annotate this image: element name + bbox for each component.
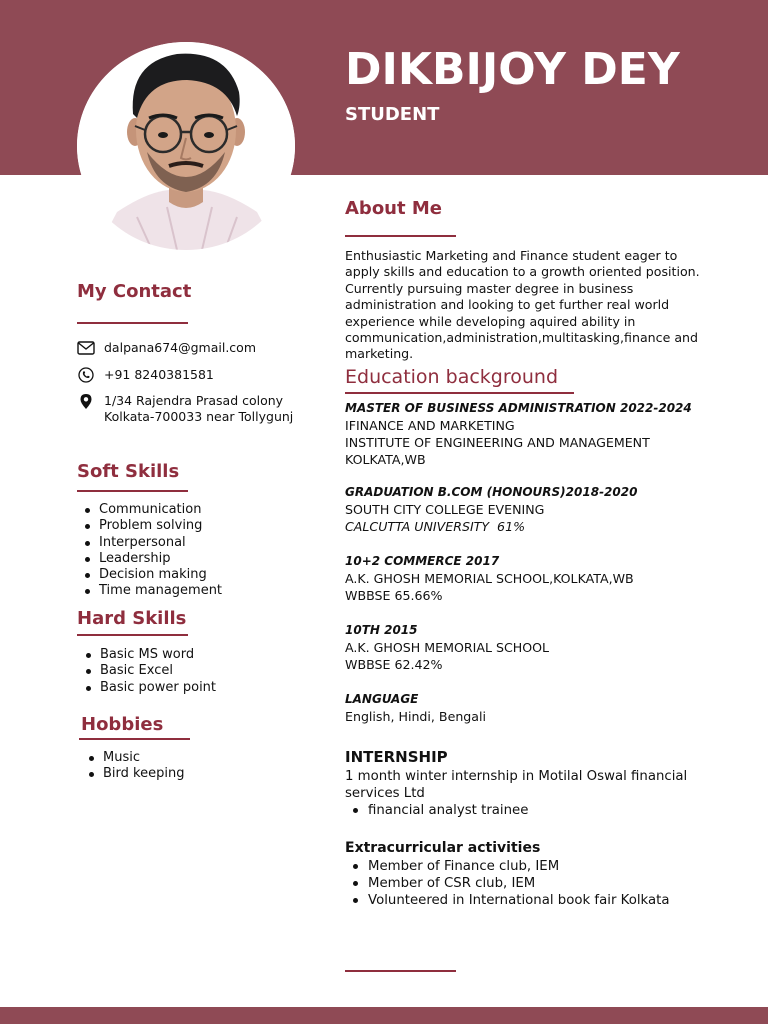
education-heading: Education background: [345, 366, 559, 388]
list-item: Decision making: [77, 567, 222, 583]
education-entry-line: KOLKATA,WB: [345, 452, 426, 467]
footer-band: [0, 1007, 768, 1024]
bottom-rule: [345, 970, 456, 972]
education-entry-line: CALCUTTA UNIVERSITY 61%: [345, 519, 526, 534]
contact-phone[interactable]: +91 8240381581: [104, 367, 214, 382]
education-entry-line: WBBSE 65.66%: [345, 588, 443, 603]
contact-address-row: [77, 393, 293, 426]
soft-skills-list: [77, 502, 222, 600]
hobbies-rule: [79, 738, 190, 740]
education-entry-line: WBBSE 62.42%: [345, 657, 443, 672]
extracurricular-list: [345, 858, 670, 910]
hard-skills-heading: Hard Skills: [77, 608, 187, 629]
list-item: Communication: [77, 502, 222, 518]
list-item: Interpersonal: [77, 535, 222, 551]
education-rule: [345, 392, 574, 394]
list-item: Basic power point: [78, 680, 216, 696]
education-entry: [345, 622, 745, 673]
language-entry: [345, 691, 745, 725]
list-item: Member of Finance club, IEM: [345, 858, 670, 875]
education-entry-heading: 10+2 COMMERCE 2017: [345, 554, 500, 568]
language-heading: LANGUAGE: [345, 692, 419, 706]
address-line-1: 1/34 Rajendra Prasad colony: [104, 393, 284, 408]
education-entry-line: A.K. GHOSH MEMORIAL SCHOOL,KOLKATA,WB: [345, 571, 634, 586]
mail-icon: [77, 340, 95, 356]
hobbies-list: [81, 750, 184, 783]
contact-rule: [77, 322, 188, 324]
list-item: Member of CSR club, IEM: [345, 875, 670, 892]
location-pin-icon: [77, 393, 95, 409]
list-item: Problem solving: [77, 518, 222, 534]
hobbies-heading: Hobbies: [81, 714, 164, 735]
list-item: Music: [81, 750, 184, 766]
education-entry: [345, 553, 745, 604]
hard-skills-list: [78, 647, 216, 696]
language-line: English, Hindi, Bengali: [345, 709, 487, 724]
education-entry: [345, 400, 745, 468]
list-item: Basic Excel: [78, 663, 216, 679]
internship-list: [345, 802, 528, 819]
about-rule: [345, 235, 456, 237]
education-entry-line: IFINANCE AND MARKETING: [345, 418, 515, 433]
education-entry-heading: 10TH 2015: [345, 623, 418, 637]
phone-icon: [77, 367, 95, 383]
soft-skills-heading: Soft Skills: [77, 461, 180, 482]
soft-skills-rule: [77, 490, 188, 492]
internship-text: 1 month winter internship in Motilal Oswal financial services Ltd: [345, 769, 688, 801]
education-entry-line: A.K. GHOSH MEMORIAL SCHOOL: [345, 640, 550, 655]
education-entry-line: SOUTH CITY COLLEGE EVENING: [345, 502, 545, 517]
profile-photo: [77, 42, 295, 250]
education-entry-heading: GRADUATION B.COM (HONOURS)2018-2020: [345, 485, 638, 499]
about-text: Enthusiastic Marketing and Finance student eager to apply skills and education to a growth oriented position. Currently pursuing master degree in business administration and looking to get further real world experience while developing aquired ability in communication,administration,multitasking,finance and marketing.: [345, 248, 700, 362]
contact-address: [104, 393, 293, 426]
hard-skills-rule: [77, 634, 188, 636]
list-item: Time management: [77, 583, 222, 599]
education-entry-line: INSTITUTE OF ENGINEERING AND MANAGEMENT: [345, 435, 650, 450]
candidate-role: STUDENT: [345, 104, 440, 125]
contact-heading: My Contact: [77, 281, 192, 302]
list-item: Leadership: [77, 551, 222, 567]
list-item: Bird keeping: [81, 766, 184, 782]
list-item: financial analyst trainee: [345, 802, 528, 819]
education-entry: [345, 484, 745, 535]
education-entry-heading: MASTER OF BUSINESS ADMINISTRATION 2022-2024: [345, 401, 692, 415]
contact-email-row[interactable]: [77, 340, 256, 356]
candidate-name: DIKBIJOY DEY: [345, 44, 680, 95]
list-item: Basic MS word: [78, 647, 216, 663]
contact-email[interactable]: dalpana674@gmail.com: [104, 340, 256, 355]
extracurricular-heading: Extracurricular activities: [345, 840, 541, 856]
internship-heading: INTERNSHIP: [345, 748, 448, 766]
contact-phone-row[interactable]: [77, 367, 214, 383]
about-heading: About Me: [345, 198, 442, 219]
list-item: Volunteered in International book fair Kolkata: [345, 892, 670, 909]
address-line-2: Kolkata-700033 near Tollygunj: [104, 409, 294, 425]
